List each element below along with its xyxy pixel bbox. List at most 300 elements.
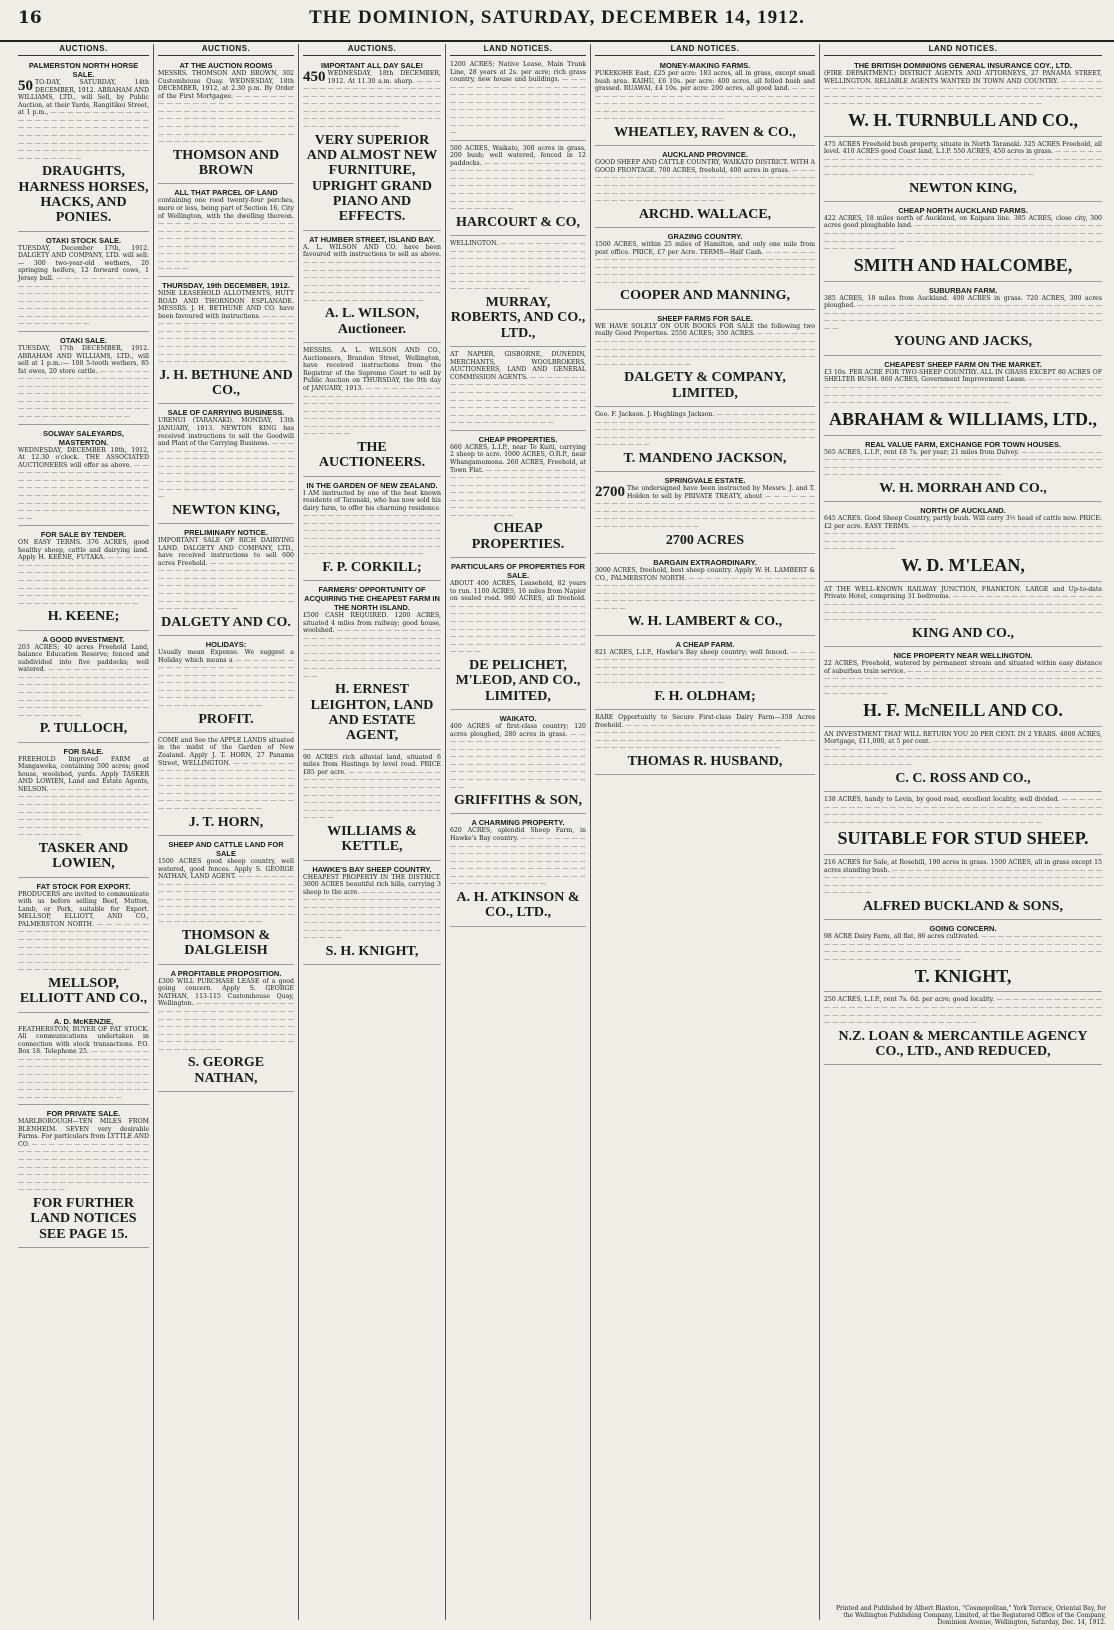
advertisement: [303, 59, 441, 231]
advertisement: [595, 556, 815, 636]
ad-text: 821 ACRES, L.I.P., Hawke's Bay sheep country; well fenced.: [595, 648, 789, 656]
ad-body: [158, 858, 294, 926]
ad-text-continuation: — — — — — — — — — — — — — — — — — — — — — — — — — — — — — — — — — — — — — — — — — — — — — — — — — — — — — — — — — — — — — — — — — — — — — — — — — — — — — — — — — — — — — — — — — — — — — — — — — — — —: [18, 666, 149, 719]
ad-title: A CHEAP FARM.: [675, 639, 735, 649]
advertisement: [595, 638, 815, 710]
ad-text-continuation: — — — — — — — — — — — — — — — — — — — — — — — — — — — — — — — — — — — — — — — — — — — — — — — — — — — — — — — — — — — — — — — — — — — — — — — — — — — — — — — — — — — — — — — — — — — — — — — — — — — —: [450, 835, 586, 888]
ad-title: AUCKLAND PROVINCE.: [662, 150, 748, 160]
column-heading: LAND NOTICES.: [824, 44, 1102, 56]
advertisement: [18, 59, 149, 232]
ad-body: [450, 61, 586, 137]
ad-headline: THOMSON & DALGLEISH: [181, 928, 271, 959]
ad-text: TUESDAY, December 17th, 1912. DALGETY AND COMPANY, LTD. will sell:— 300 two-year-old wethers, 20 springing heifers, 12 forward cows, 1 Jersey bull.: [18, 244, 149, 282]
ad-title: A PROFITABLE PROPOSITION.: [170, 968, 282, 978]
advertisement: [824, 649, 1102, 727]
advertisement: [303, 752, 441, 861]
ad-text-continuation: — — — — — — — — — — — — — — — — — — — — — — — — — — — — — — — — — — — — — — — — — — — — — — — — — — — — — — — — — — — — — — — — — — — — — — — — — — — — — — — — — — — — — — — — — — — — — — — — — — — —: [303, 768, 441, 822]
ad-title: OTAKI STOCK SALE.: [45, 235, 122, 245]
ad-headline: ARCHD. WALLACE,: [638, 206, 772, 222]
ad-body: [18, 79, 149, 162]
ad-title: HAWKE'S BAY SHEEP COUNTRY.: [312, 864, 432, 874]
advertisement: [824, 729, 1102, 792]
ad-text-continuation: — — — — — — — — — — — — — — — — — — — — — — — — — — — — — — — — — — — — — — — — — — — — — — — — — — — — — — — — — — — — — — — — — — — — — — — — — — — — — — — — — — — — — — — — — — — — — — — — — — — —: [595, 85, 816, 123]
ad-title: BARGAIN EXTRAORDINARY.: [653, 557, 757, 567]
ad-headline: THOMAS R. HUSBAND,: [627, 753, 783, 769]
ad-body: [18, 1118, 149, 1194]
advertisement: [158, 967, 294, 1092]
ad-text-continuation: — — — — — — — — — — — — — — — — — — — — — — — — — — — — — — — — — — — — — — — — — — — — — — — — — — — — — — — — — — — — — — — — — — — — — — — — — — — — — — — — — — — — — — — — — — — — — — — — — — — —: [158, 220, 294, 273]
ad-text: AN INVESTMENT THAT WILL RETURN YOU 20 PER CENT. IN 2 YEARS. 4000 ACRES, Mortgage, £11,000, at 5 per cent.: [824, 730, 1102, 746]
ad-body: [450, 240, 586, 293]
advertisement: [450, 59, 586, 141]
ad-text-continuation: — — — — — — — — — — — — — — — — — — — — — — — — — — — — — — — — — — — — — — — — — — — — — — — — — — — — — — — — — — — — — — — — — — — — — — — — — — — — — — — — — — — — — — — — — — — — — — — — — — — —: [824, 222, 1102, 253]
ad-text-continuation: — — — — — — — — — — — — — — — — — — — — — — — — — — — — — — — — — — — — — — — — — — — — — — — — — — — — — — — — — — — — — — — — — — — — — — — — — — — — — — — — — — — — — — — — — — — — — — — — — — — —: [18, 1048, 149, 1101]
ad-headline: H. ERNEST LEIGHTON, LAND AND ESTATE AGENT,: [310, 682, 434, 744]
ad-text: 422 ACRES, 18 miles north of Auckland, on Kaipara line. 385 ACRES, close city, 300 acres good ploughable land.: [824, 214, 1102, 230]
ad-text: COME and See the APPLE LANDS situated in the midst of the Garden of New Zealand. Apply J. T. HORN, 27 Panama Street, WELLINGTON.: [158, 736, 294, 767]
ad-body: [595, 323, 815, 368]
ad-body: [824, 996, 1102, 1026]
ad-body: [303, 347, 441, 438]
advertisement: [18, 745, 149, 878]
ad-text-continuation: — — — — — — — — — — — — — — — — — — — — — — — — — — — — — — — — — — — — — — — — — — — — — — — — — — — — — — — — — — — — — — — — — — — — — — — — — — — — — — — — — — — — — — — — — — — — — — — — — — — —: [18, 461, 149, 522]
advertisement: [158, 279, 294, 404]
newspaper-title: THE DOMINION, SATURDAY, DECEMBER 14, 1912.: [309, 7, 805, 28]
ad-headline: H. F. McNEILL AND CO.: [863, 699, 1063, 720]
ad-text: CHEAPEST PROPERTY IN THE DISTRICT. 3000 ACRES beautiful rich hills, carrying 3 sheep to the acre.: [303, 873, 441, 896]
ad-headline: W. H. MORRAH AND CO.,: [879, 480, 1047, 496]
column-heading: AUCTIONS.: [158, 44, 294, 56]
ad-title: AT HUMBER STREET, ISLAND BAY.: [309, 234, 435, 244]
ad-text-continuation: — — — — — — — — — — — — — — — — — — — — — — — — — — — — — — — — — — — — — — — — — — — — — — — — — — — — — — — — — — — — — — — — — — — — — — — — — — — — — — — — — — — — — — — — — — — — — — — — — — — —: [450, 466, 586, 519]
ad-title: WAIKATO.: [499, 714, 537, 724]
ad-body: [303, 70, 441, 131]
ad-headline: F. H. OLDHAM;: [654, 688, 756, 704]
advertisement: [824, 438, 1102, 503]
ad-text: FEATHERSTON, BUYER OF FAT STOCK. All communications undertaken in connection with stock transactions. P.O. Box 18. Telephone 25.: [18, 1025, 149, 1056]
ad-text-continuation: — — — — — — — — — — — — — — — — — — — — — — — — — — — — — — — — — — — — — — — — — — — — — — — — — — — — — — — — — — — — — — — — — — — — — — — — — — — — — — — — — — — — — — — — — — — — — — — — — — — —: [595, 721, 815, 752]
ad-headline: MELLSOP, ELLIOTT AND CO.,: [19, 975, 148, 1007]
ad-headline: W. D. M'LEAN,: [901, 554, 1025, 575]
ad-body: [824, 933, 1102, 963]
ad-text: AT THE WELL-KNOWN RAILWAY JUNCTION, FRANKTON. LARGE and Up-to-date Private Hotel, comprising 31 bedrooms.: [824, 585, 1102, 601]
column-heading: LAND NOTICES.: [450, 44, 586, 56]
ad-text: WEDNESDAY, DECEMBER 18th, 1912, At 12.30 o'clock. THE ASSOCIATED AUCTIONEERS will offer as above.: [18, 446, 149, 469]
ad-body: [303, 244, 441, 305]
column-heading: AUCTIONS.: [18, 44, 149, 56]
ad-text: 1500 ACRES good sheep country, well watered, good fences. Apply S. GEORGE NATHAN, LAND AGENT.: [158, 857, 294, 881]
ad-text-continuation: — — — — — — — — — — — — — — — — — — — — — — — — — — — — — — — — — — — — — — — — — — — — — — — — — — — — — — — — — — — — — — — — — — — — — — — — — — — — — — — — — — — — — — — — — — — — — — — — — — — —: [824, 738, 1102, 769]
advertisement: [595, 148, 815, 228]
ad-text-continuation: — — — — — — — — — — — — — — — — — — — — — — — — — — — — — — — — — — — — — — — — — — — — — — — — — — — — — — — — — — — — — — — — — — — — — — — — — — — — — — — — — — — — — — — — — — — — — — — — — — — —: [18, 1140, 149, 1194]
ad-text: WELLINGTON.: [450, 240, 499, 248]
ad-headline: THE AUCTIONEERS.: [318, 439, 426, 471]
ad-text-continuation: — — — — — — — — — — — — — — — — — — — — — — — — — — — — — — — — — — — — — — — — — — — — — — — — — — — — — — — — — — — — — — — — — — — — — — — — — — — — — — — — — — — — — — — — — — — — — — — — — — — —: [18, 554, 149, 607]
ad-body: [595, 567, 815, 612]
ad-headline: FOR FURTHER LAND NOTICES SEE PAGE 15.: [30, 1195, 137, 1242]
ad-headline: VERY SUPERIOR AND ALMOST NEW FURNITURE, UPRIGHT GRAND PIANO AND EFFECTS.: [306, 132, 438, 225]
ad-headline: HARCOURT & CO,: [455, 214, 581, 230]
imprint: Printed and Published by Albert Blaxton, "Cosmopolitan," York Terrace, Oriental Bay, for the Wellington Publishing Company, Limited, at the Registered Office of the Company, Dominion Avenue, Wellington, Saturday, Dec. 14, 1912.: [835, 1605, 1106, 1626]
ad-text: WE HAVE SOLELY ON OUR BOOKS FOR SALE the following two really Good Properties. 2550 ACRES; 350 ACRES.: [595, 322, 815, 338]
advertisement: [595, 712, 815, 775]
ad-text: The undersigned have been instructed by Messrs. J. and T. Holden to sell by PRIVATE TREATY, about: [627, 485, 815, 500]
ad-text-continuation: — — — — — — — — — — — — — — — — — — — — — — — — — — — — — — — — — — — — — — — — — — — — — — — — — — — — — — — — — — — — — — — — — — — — — — — — — — — — — — — — — — — — — — — — — — — — — — — — — — — —: [303, 77, 441, 130]
ad-body: [303, 754, 441, 822]
ad-text-continuation: — — — — — — — — — — — — — — — — — — — — — — — — — — — — — — — — — — — — — — — — — — — — — — — — — — — — — — — — — — — — — — — — — — — — — — — — — — — — — — — — — — — — — — — — — — — — — — — — — — — —: [158, 559, 294, 613]
advertisement: [18, 334, 149, 425]
ad-text-continuation: — — — — — — — — — — — — — — — — — — — — — — — — — — — — — — — — — — — — — — — — — — — — — — — — — — — — — — — — — — — — — — — — — — — — — — — — — — — — — — — — — — — — — — — — — — — — — — — — — — — —: [450, 159, 586, 213]
ad-headline: P. TULLOCH,: [39, 721, 128, 737]
ad-headline: DRAUGHTS, HARNESS HORSES, HACKS, AND PONIES.: [18, 164, 149, 226]
advertisement: [158, 526, 294, 636]
ad-body: [824, 70, 1102, 108]
ad-headline: F. P. CORKILL;: [322, 559, 422, 575]
ad-body: [303, 874, 441, 942]
ad-text-continuation: — — — — — — — — — — — — — — — — — — — — — — — — — — — — — — — — — — — — — — — — — — — — — — — — — — — — — — — — — — — — — — — — — — — — — — — — — — — — — — — — — — — — — — — — — — — — — — — — — — — —: [158, 656, 294, 709]
ad-title: GRAZING COUNTRY.: [667, 232, 743, 242]
ad-text-continuation: — — — — — — — — — — — — — — — — — — — — — — — — — — — — — — — — — — — — — — — — — — — — — — — — — — — — — — — — — — — — — — — — — — — — — — — — — — — — — — — — — — — — — — — — — — — — — — — — — — — —: [595, 330, 815, 368]
ad-headline: YOUNG AND JACKS,: [893, 334, 1033, 350]
column-3: [299, 44, 446, 1620]
ad-text-continuation: — — — — — — — — — — — — — — — — — — — — — — — — — — — — — — — — — — — — — — — — — — — — — — — — — — — — — — — — — — — — — — — — — — — — — — — — — — — — — — — — — — — — — — — — — — — — — — — — — — — —: [158, 312, 294, 366]
ad-text: MESSRS. THOMSON AND BROWN, 302 Customhouse Quay. WEDNESDAY, 18th DECEMBER, 1912, at 2.30 p.m. By Order of the First Mortgagee.: [158, 70, 294, 100]
ad-text-continuation: — — — — — — — — — — — — — — — — — — — — — — — — — — — — — — — — — — — — — — — — — — — — — — — — — — — — — — — — — — — — — — — — — — — — — — — — — — — — — — — — — — — — — — — — — — — — — — — — — — — —: [158, 92, 294, 146]
ad-text-continuation: — — — — — — — — — — — — — — — — — — — — — — — — — — — — — — — — — — — — — — — — — — — — — — — — — — — — — — — — — — — — — — — — — — — — — — — — — — — — — — — — — — — — — — — — — — — — — — — — — — — —: [158, 759, 294, 812]
ad-text: Geo. F. Jackson. J. Hughlings Jackson.: [595, 411, 715, 419]
advertisement: [158, 186, 294, 277]
ad-text: (FIRE DEPARTMENT.) DISTRICT AGENTS AND ATTORNEYS, 27 PANAMA STREET, WELLINGTON. RELIABLE AGENTS WANTED IN TOWN AND COUNTRY.: [824, 70, 1102, 85]
advertisement: [595, 230, 815, 310]
advertisement: [18, 1107, 149, 1248]
ad-headline: KING AND CO.,: [912, 625, 1014, 641]
ad-headline: THOMSON AND BROWN: [172, 147, 280, 179]
ad-text-continuation: — — — — — — — — — — — — — — — — — — — — — — — — — — — — — — — — — — — — — — — — — — — — — — — — — — — — — — — — — — — — — — — — — — — — — — — — — — — — — — — — — — — — — — — — — — — — — — — — — — — —: [450, 730, 587, 791]
ad-headline: SMITH AND HALCOMBE,: [853, 254, 1073, 275]
ad-text: 565 ACRES, L.I.P., rent £8 7s. per year; 21 miles from Dalvey.: [824, 448, 1020, 456]
ad-text: 620 ACRES, splendid Sheep Farm, in Hawke's Bay country.: [450, 827, 586, 843]
ad-lead-figure: 2700: [595, 484, 625, 501]
ad-text-continuation: — — — — — — — — — — — — — — — — — — — — — — — — — — — — — — — — — — — — — — — — — — — — — — — — — — — — — — — — — — — — — — — — — — — — — — — — — — — — — — — — — — — — — — — — — — — — — — — — — — — —: [450, 240, 586, 293]
ad-title: CHEAP NORTH AUCKLAND FARMS.: [898, 205, 1028, 215]
ad-body: [450, 580, 586, 656]
ad-text: 98 ACRE Dairy Farm, all flat, 86 acres cultivated.: [824, 933, 980, 941]
ad-body: [158, 290, 294, 366]
ad-text: £300 WILL PURCHASE LEASE of a good going concern. Apply S. GEORGE NATHAN, 113-115 Customhouse Quay, Wellington.: [158, 977, 294, 1008]
ad-title: IN THE GARDEN OF NEW ZEALAND.: [306, 480, 438, 490]
ad-text: MESSRS. A. L. WILSON AND CO., Auctioneers, Brandon Street, Wellington, have received instructions from the Registrar of the Supreme Court to sell by Public Auction on THURSDAY, the 9th day of JANUARY, 1913.: [303, 347, 441, 392]
advertisement: [824, 504, 1102, 582]
ad-headline: WILLIAMS & KETTLE,: [327, 823, 417, 855]
ad-body: [303, 490, 441, 558]
ad-title: A. D. McKENZIE,: [53, 1016, 114, 1026]
ad-text: 400 ACRES of first-class country; 120 acres ploughed, 280 acres in grass.: [450, 723, 586, 738]
ad-headline: T. MANDENO JACKSON,: [623, 450, 787, 466]
ad-text: WEDNESDAY, 18th DECEMBER, 1912. At 11.30 a.m. sharp.: [327, 70, 441, 85]
advertisement: [303, 479, 441, 581]
ad-text-continuation: — — — — — — — — — — — — — — — — — — — — — — — — — — — — — — — — — — — — — — — — — — — — — — — — — — — — — — — — — — — — — — — — — — — — — — — — — — — — — — — — — — — — — — — — — — — — — — — — — — — —: [450, 602, 586, 656]
ad-title: A CHARMING PROPERTY.: [471, 818, 565, 828]
advertisement: [158, 735, 294, 836]
ad-text-continuation: — — — — — — — — — — — — — — — — — — — — — — — — — — — — — — — — — — — — — — — — — — — — — — — — — — — — — — — — — — — — — — — — — — — — — — — — — — — — — — — — — — — — — — — — — — — — — — — — — — — —: [450, 76, 586, 137]
ad-text-continuation: — — — — — — — — — — — — — — — — — — — — — — — — — — — — — — — — — — — — — — — — — — — — — — — — — — — — — — — — — — — — — — — — — — — — — — — — — — — — — — — — — — — — — — — — — — — — — — — — — — — —: [303, 888, 441, 942]
ad-title: HOLIDAYS:: [205, 640, 247, 650]
ad-headline: H. KEENE;: [47, 609, 120, 625]
ad-text: A. L. WILSON AND CO. have been favoured with instructions to sell as above.: [303, 243, 441, 259]
ad-body: [824, 586, 1102, 624]
ad-title: FOR SALE BY TENDER.: [40, 530, 127, 540]
ad-text-continuation: — — — — — — — — — — — — — — — — — — — — — — — — — — — — — — — — — — — — — — — — — — — — — — — — — — — — — — — — — — — — — — — — — — — — — — — — — — — — — — — — — — — — — — — — — — — — — — — — — — — —: [595, 492, 815, 531]
ad-text: TO-DAY, SATURDAY, 14th DECEMBER, 1912. ABRAHAM AND WILLIAMS, LTD., will Sell, by Public Auction, at their Yards, Rangitikei Street, at 1 p.m.,: [18, 79, 149, 117]
advertisement: [303, 863, 441, 965]
ad-body: [824, 449, 1102, 479]
ad-title: FOR PRIVATE SALE.: [46, 1109, 121, 1119]
ad-text: ABOUT 400 ACRES, Leasehold, 82 years to run. 1100 ACRES, 16 miles from Napier on sealed road. 980 ACRES, all freehold.: [450, 580, 586, 603]
advertisement: [158, 838, 294, 965]
ad-text-continuation: — — — — — — — — — — — — — — — — — — — — — — — — — — — — — — — — — — — — — — — — — — — — — — — — — — — — — — — — — — — — — — — — — — — — — — — — — — — — — — — — — — — — — — — — — — — — — — — — — — — —: [824, 522, 1102, 553]
ad-text-continuation: — — — — — — — — — — — — — — — — — — — — — — — — — — — — — — — — — — — — — — — — — — — — — — — — — — — — — — — — — — — — — — — — — — — — — — — — — — — — — — — — — — — — — — — — — — — — — — — — — — — —: [303, 384, 441, 438]
ad-text-continuation: — — — — — — — — — — — — — — — — — — — — — — — — — — — — — — — — — — — — — — — — — — — — — — — — — — — — — — — — — — — — — — — — — — — — — — — — — — — — — — — — — — — — — — — — — — — — — — — — — — — —: [824, 148, 1102, 178]
ad-title: SUBURBAN FARM.: [928, 285, 998, 295]
ad-text: 90 ACRES rich alluvial land, situated 6 miles from Hastings by level road. PRICE £85 per acre.: [303, 753, 441, 776]
ad-title: A GOOD INVESTMENT.: [42, 634, 125, 644]
ad-text-continuation: — — — — — — — — — — — — — — — — — — — — — — — — — — — — — — — — — — — — — — — — — — — — — — — — — — — — — — — — — — — — — — — — — — — — — — — — — — — — — — — — — — — — — — — — — — — — — — — — — — — —: [824, 77, 1102, 108]
ad-body: [158, 537, 294, 613]
ad-body: [595, 411, 815, 449]
ad-text: 138 ACRES, handy to Levin, by good road, excellent locality, well divided.: [824, 795, 1060, 803]
ad-lead-figure: 50: [18, 78, 33, 94]
ad-headline: J. T. HORN,: [188, 814, 264, 830]
ad-text-continuation: — — — — — — — — — — — — — — — — — — — — — — — — — — — — — — — — — — — — — — — — — — — — — — — — — — — — — — — — — — — — — — — — — — — — — — — — — — — — — — — — — — — — — — — — — — — — — — — — — — — —: [18, 275, 149, 328]
ad-body: [595, 159, 815, 204]
ad-body: [595, 649, 815, 687]
advertisement: [595, 409, 815, 472]
advertisement: [824, 922, 1102, 992]
advertisement: [824, 584, 1102, 647]
ad-headline: DE PELICHET, M'LEOD, AND CO., LIMITED,: [455, 657, 581, 704]
ad-title: OTAKI SALE.: [60, 335, 107, 345]
ad-headline: DALGETY AND CO.: [161, 614, 291, 630]
ad-text: 385 ACRES, 18 miles from Auckland. 400 ACRES in grass. 720 ACRES, 300 acres ploughed.: [824, 294, 1102, 310]
ad-title: GOING CONCERN.: [929, 924, 997, 934]
ad-body: [595, 70, 815, 123]
ad-text: 475 ACRES Freehold bush property, situate in North Taranaki. 325 ACRES Freehold, all level. 410 ACRES good Coast land, L.I.P. 550 ACRES, 450 acres in grass.: [824, 140, 1102, 156]
ad-lead-figure: 450: [303, 69, 326, 85]
ad-text-continuation: — — — — — — — — — — — — — — — — — — — — — — — — — — — — — — — — — — — — — — — — — — — — — — — — — — — — — — — — — — — — — — — — — — — — — — — — — — — — — — — — — — — — — — — — — — — — — — — — — — — —: [18, 785, 149, 839]
advertisement: [595, 312, 815, 407]
advertisement: [824, 284, 1102, 356]
ad-text-continuation: — — — — — — — — — — — — — — — — — — — — — — — — — — — — — — — — — — — — — — — — — — — — — — — — — — — — — — — — — — — — — — — — — — — — — — — — — — — — — — — — — — — — — — — — — — — — — — — — — — — —: [824, 795, 1102, 826]
ad-body: [824, 369, 1102, 407]
ad-text: URENUI (TARANAKI). MONDAY, 13th JANUARY, 1913. NEWTON KING has received instructions to sell the Goodwill and Plant of the Carrying Business.: [158, 417, 294, 448]
ad-text: AT NAPIER, GISBORNE, DUNEDIN, MERCHANTS, WOOLBROKERS, AUCTIONEERS, LAND AND GENERAL COMMISSION AGENTS.: [450, 351, 586, 381]
ad-body: [595, 485, 815, 530]
ad-text-continuation: — — — — — — — — — — — — — — — — — — — — — — — — — — — — — — — — — — — — — — — — — — — — — — — — — — — — — — — — — — — — — — — — — — — — — — — — — — — — — — — — — — — — — — — — — — — — — — — — — — — —: [824, 667, 1102, 698]
ad-text-continuation: — — — — — — — — — — — — — — — — — — — — — — — — — — — — — — — — — — — — — — — — — — — — — — — — — — — — — — — — — — — — — — — — — — — — — — — — — — — — — — — — — — — — — — — — — — — — — — — — — — — —: [450, 373, 586, 427]
advertisement: [450, 238, 586, 347]
ad-text-continuation: — — — — — — — — — — — — — — — — — — — — — — — — — — — — — — — — — — — — — — — — — — — — — — — — — — — — — — — — — — — — — — — — — — — — — — — — — — — — — — — — — — — — — — — — — — — — — — — — — — — —: [303, 258, 441, 304]
ad-body: [450, 145, 586, 213]
ad-text-continuation: — — — — — — — — — — — — — — — — — — — — — — — — — — — — — — — — — — — — — — — — — — — — — — — — — — — — — — — — — — — — — — — — — — — — — — — — — — — — — — — — — — — — — — — — — — — — — — — — — — — —: [158, 1000, 294, 1053]
ad-text: containing one rood twenty-four perches, more or less, being part of Section 16, City of Wellington, with the dwelling thereon.: [158, 197, 294, 220]
ad-title: THE BRITISH DOMINIONS GENERAL INSURANCE COY., LTD.: [854, 61, 1072, 70]
ad-headline: S. GEORGE NATHAN,: [187, 1055, 265, 1086]
ad-headline: COOPER AND MANNING,: [620, 288, 790, 304]
columns-area: [14, 44, 1106, 1624]
ad-headline: NEWTON KING,: [909, 180, 1017, 196]
ad-title: SHEEP FARMS FOR SALE.: [657, 313, 753, 323]
advertisement: [595, 59, 815, 146]
ad-body: [450, 444, 586, 520]
ad-headline: DALGETY & COMPANY, LIMITED,: [624, 370, 786, 401]
ad-headline: W. H. LAMBERT & CO.,: [627, 614, 783, 630]
ad-headline: J. H. BETHUNE AND CO.,: [159, 367, 293, 399]
ad-headline: SUITABLE FOR STUD SHEEP.: [837, 828, 1089, 849]
advertisement: [158, 638, 294, 733]
ad-title: SHEEP AND CATTLE LAND FOR SALE: [168, 839, 284, 858]
column-6: [820, 44, 1106, 1620]
ad-title: MONEY-MAKING FARMS.: [659, 61, 751, 70]
ad-headline: A. L. WILSON, Auctioneer.: [324, 306, 420, 337]
ad-text-continuation: — — — — — — — — — — — — — — — — — — — — — — — — — — — — — — — — — — — — — — — — — — — — — — — — — — — — — — — — — — — — — — — — — — — — — — — — — — — — — — — — — — — — — — — — — — — — — — — — — — — —: [595, 648, 815, 686]
advertisement: [824, 857, 1102, 920]
advertisement: [158, 406, 294, 524]
ad-text: 645 ACRES. Good Sheep Country, partly bush. Will carry 3½ head of cattle now. PRICE: £2 per acre. EASY TERMS.: [824, 515, 1102, 530]
ad-text: 500 ACRES, Waikato, 300 acres in grass, 200 bush; well watered, fenced in 12 paddocks.: [450, 144, 586, 167]
ad-text: RARE Opportunity to Secure First-class Dairy Farm—359 Acres freehold.: [595, 713, 815, 729]
column-1: [14, 44, 154, 1620]
column-heading: AUCTIONS.: [303, 44, 441, 56]
ad-body: [595, 241, 815, 286]
ad-body: [18, 1026, 149, 1102]
ad-body: [18, 891, 149, 974]
ad-body: [18, 245, 149, 328]
ad-text-continuation: — — — — — — — — — — — — — — — — — — — — — — — — — — — — — — — — — — — — — — — — — — — — — — — — — — — — — — — — — — — — — — — — — — — — — — — — — — — — — — — — — — — — — — — — — — — — — — — — — — — —: [824, 302, 1102, 332]
ad-text-continuation: — — — — — — — — — — — — — — — — — — — — — — — — — — — — — — — — — — — — — — — — — — — — — — — — — — — — — — — — — — — — — — — — — — — — — — — — — — — — — — — — — — — — — — — — — — — — — — — — — — — —: [303, 627, 441, 680]
ad-body: [824, 796, 1102, 826]
ad-text: 22 ACRES, Freehold, watered by permanent stream and situated within easy distance of suburban train service.: [824, 660, 1102, 675]
ad-title: ALL THAT PARCEL OF LAND: [174, 188, 278, 198]
ad-body: [824, 515, 1102, 553]
ad-headline: MURRAY, ROBERTS, AND CO., LTD.,: [450, 295, 586, 341]
ad-text-continuation: — — — — — — — — — — — — — — — — — — — — — — — — — — — — — — — — — — — — — — — — — — — — — — — — — — — — — — — — — — — — — — — — — — — — — — — — — — — — — — — — — — — — — — — — — — — — — — — — — — — —: [303, 512, 441, 558]
column-5: [591, 44, 820, 1620]
ad-body: [595, 714, 815, 752]
ad-title: PALMERSTON NORTH HORSE SALE.: [28, 61, 139, 79]
ad-body: [158, 70, 294, 146]
ad-title: AT THE AUCTION ROOMS: [179, 61, 273, 70]
ad-text: 203 ACRES; 40 acres Freehold Land, balance Education Reserve; fenced and subdivided into five paddocks; well watered.: [18, 643, 149, 674]
ad-text: £3 10s. PER ACRE FOR TWO-SHEEP COUNTRY. ALL IN GRASS EXCEPT 80 ACRES OF SHELTER BUSH. 860 ACRES, Government Improvement Lease.: [824, 368, 1102, 384]
ad-body: [450, 723, 586, 791]
advertisement: [158, 59, 294, 184]
ad-text-continuation: — — — — — — — — — — — — — — — — — — — — — — — — — — — — — — — — — — — — — — — — — — — — — — — — — — — — — — — — — — — — — — — — — — — — — — — — — — — — — — — — — — — — — — — — — — — — — — — — — — — —: [595, 574, 815, 612]
advertisement: [18, 880, 149, 1013]
ad-text: 216 ACRES for Sale, at Rosehill, 190 acres in grass. 1500 ACRES, all in grass except 15 acres standing bush.: [824, 859, 1102, 874]
ad-body: [824, 660, 1102, 698]
ad-title: CHEAPEST SHEEP FARM ON THE MARKET.: [884, 359, 1042, 369]
ad-body: [824, 731, 1102, 769]
advertisement: [18, 427, 149, 527]
ad-body: [18, 756, 149, 839]
ad-headline: GRIFFITHS & SON,: [454, 793, 582, 809]
ad-text-continuation: — — — — — — — — — — — — — — — — — — — — — — — — — — — — — — — — — — — — — — — — — — — — — — — — — — — — — — — — — — — — — — — — — — — — — — — — — — — — — — — — — — — — — — — — — — — — — — — — — — — —: [824, 996, 1102, 1027]
ad-title: IMPORTANT ALL DAY SALE!: [321, 61, 423, 70]
advertisement: [18, 234, 149, 332]
ad-body: [824, 859, 1102, 897]
ad-text: 660 ACRES, L.I.P., near Te Kuiti, carrying 2 sheep to acre. 1000 ACRES, O.R.P., near Whangamomona. 260 ACRES, Freehold, at Town Flat.: [450, 443, 586, 474]
ad-body: [18, 644, 149, 720]
ad-text-continuation: — — — — — — — — — — — — — — — — — — — — — — — — — — — — — — — — — — — — — — — — — — — — — — — — — — — — — — — — — — — — — — — — — — — — — — — — — — — — — — — — — — — — — — — — — — — — — — — — — — — —: [824, 933, 1102, 963]
ad-text-continuation: — — — — — — — — — — — — — — — — — — — — — — — — — — — — — — — — — — — — — — — — — — — — — — — — — — — — — — — — — — — — — — — — — — — — — — — — — — — — — — — — — — — — — — — — — — — — — — — — — — — —: [158, 873, 294, 926]
ad-text-continuation: — — — — — — — — — — — — — — — — — — — — — — — — — — — — — — — — — — — — — — — — — — — — — — — — — — — — — — — — — — — — — — — — — — — — — — — — — — — — — — — — — — — — — — — — — — — — — — — — — — — —: [824, 593, 1102, 624]
page-number: 16: [18, 8, 42, 28]
advertisement: [18, 633, 149, 743]
ad-body: [18, 345, 149, 421]
ad-body: [158, 737, 294, 813]
advertisement: [450, 712, 586, 814]
ad-title: REAL VALUE FARM, EXCHANGE FOR TOWN HOUSES.: [865, 439, 1061, 449]
advertisement: [18, 1015, 149, 1106]
ad-text-continuation: — — — — — — — — — — — — — — — — — — — — — — — — — — — — — — — — — — — — — — — — — — — — — — — — — — — — — — — — — — — — — — — — — — — — — — — — — — — — — — — — — — — — — — — — — — — — — — — — — — — —: [824, 866, 1102, 897]
ad-headline: C. C. ROSS AND CO.,: [895, 770, 1031, 786]
ad-text-continuation: — — — — — — — — — — — — — — — — — — — — — — — — — — — — — — — — — — — — — — — — — — — — — — — — — — — — — — — — — — — — — — — — — — — — — — — — — — — — — — — — — — — — — — — — — — — — — — — — — — — —: [158, 440, 294, 501]
ad-text: PUKEKOHE East, £25 per acre: 183 acres, all in grass, except small bush area. KAIHU, £6 10s. per acre: 400 acres, all felled bush and grassed. RUAWAI, £4 10s. per acre: 200 acres, all good land.: [595, 70, 815, 93]
ad-text: £500 CASH REQUIRED. 1200 ACRES, situated 4 miles from railway; good house, woolshed.: [303, 612, 441, 635]
ad-text-continuation: — — — — — — — — — — — — — — — — — — — — — — — — — — — — — — — — — — — — — — — — — — — — — — — — — — — — — — — — — — — — — — — — — — — — — — — — — — — — — — — — — — — — — — — — — — — — — — — — — — — —: [18, 109, 149, 162]
advertisement: [824, 204, 1102, 282]
ad-headline: WHEATLEY, RAVEN & CO.,: [614, 124, 796, 140]
ad-text: 1200 ACRES; Native Lease, Main Trunk Line, 28 years at 2s. per acre; rich grass country, new house and buildings.: [450, 61, 586, 84]
ad-title: SOLWAY SALEYARDS, MASTERTON.: [43, 428, 124, 447]
ad-body: [303, 612, 441, 680]
column-heading: LAND NOTICES.: [595, 44, 815, 56]
ad-title: NICE PROPERTY NEAR WELLINGTON.: [893, 651, 1033, 661]
advertisement: [303, 583, 441, 750]
ad-headline: CHEAP PROPERTIES.: [471, 521, 565, 552]
advertisement: [18, 528, 149, 630]
ad-body: [450, 351, 586, 427]
ad-text-continuation: — — — — — — — — — — — — — — — — — — — — — — — — — — — — — — — — — — — — — — — — — — — — — — — — — — — — — — — — — — — — — — — — — — — — — — — — — — — — — — — — — — — — — — — — — — — — — — — — — — — —: [18, 367, 149, 420]
advertisement: [303, 233, 441, 343]
advertisement: [824, 358, 1102, 436]
ad-body: [824, 295, 1102, 333]
ad-title: SALE OF CARRYING BUSINESS.: [167, 408, 285, 418]
ad-body: [18, 447, 149, 523]
ad-body: [18, 539, 149, 607]
ad-headline: T. KNIGHT,: [914, 965, 1012, 986]
ad-text: I AM instructed by one of the best known residents of Taranaki, who has now sold his dairy farm, to offer his charming residence.: [303, 489, 441, 512]
ad-text: GOOD SHEEP AND CATTLE COUNTRY, WAIKATO DISTRICT. WITH A GOOD FRONTAGE. 700 ACRES, freehold, 400 acres in grass.: [595, 159, 815, 174]
ad-headline: W. H. TURNBULL AND CO.,: [847, 109, 1079, 130]
masthead: [0, 0, 1114, 42]
ad-text: NINE LEASEHOLD ALLOTMENTS, HUTT ROAD AND THORNDON ESPLANADE. MESSRS. J. H. BETHUNE AND CO. have been favoured with instructions.: [158, 290, 294, 320]
ad-text: 3000 ACRES, freehold, best sheep country. Apply W. H. LAMBERT & CO., PALMERSTON NORTH.: [595, 566, 815, 582]
advertisement: [824, 994, 1102, 1065]
advertisement: [824, 794, 1102, 855]
ad-text-continuation: — — — — — — — — — — — — — — — — — — — — — — — — — — — — — — — — — — — — — — — — — — — — — — — — — — — — — — — — — — — — — — — — — — — — — — — — — — — — — — — — — — — — — — — — — — — — — — — — — — — —: [18, 920, 149, 974]
ad-headline: NEWTON KING,: [172, 502, 280, 518]
ad-headline: ABRAHAM & WILLIAMS, LTD.,: [828, 408, 1098, 429]
ad-text: 250 ACRES, L.I.P., rent 7s. 6d. per acre; good locality.: [824, 996, 995, 1004]
ad-title: THURSDAY, 19th DECEMBER, 1912.: [162, 281, 290, 291]
ad-title: CHEAP PROPERTIES.: [478, 434, 558, 444]
advertisement: [450, 560, 586, 710]
advertisement: [450, 349, 586, 431]
column-4: [446, 44, 591, 1620]
ad-headline: PROFIT.: [198, 711, 254, 727]
ad-body: [450, 827, 586, 888]
